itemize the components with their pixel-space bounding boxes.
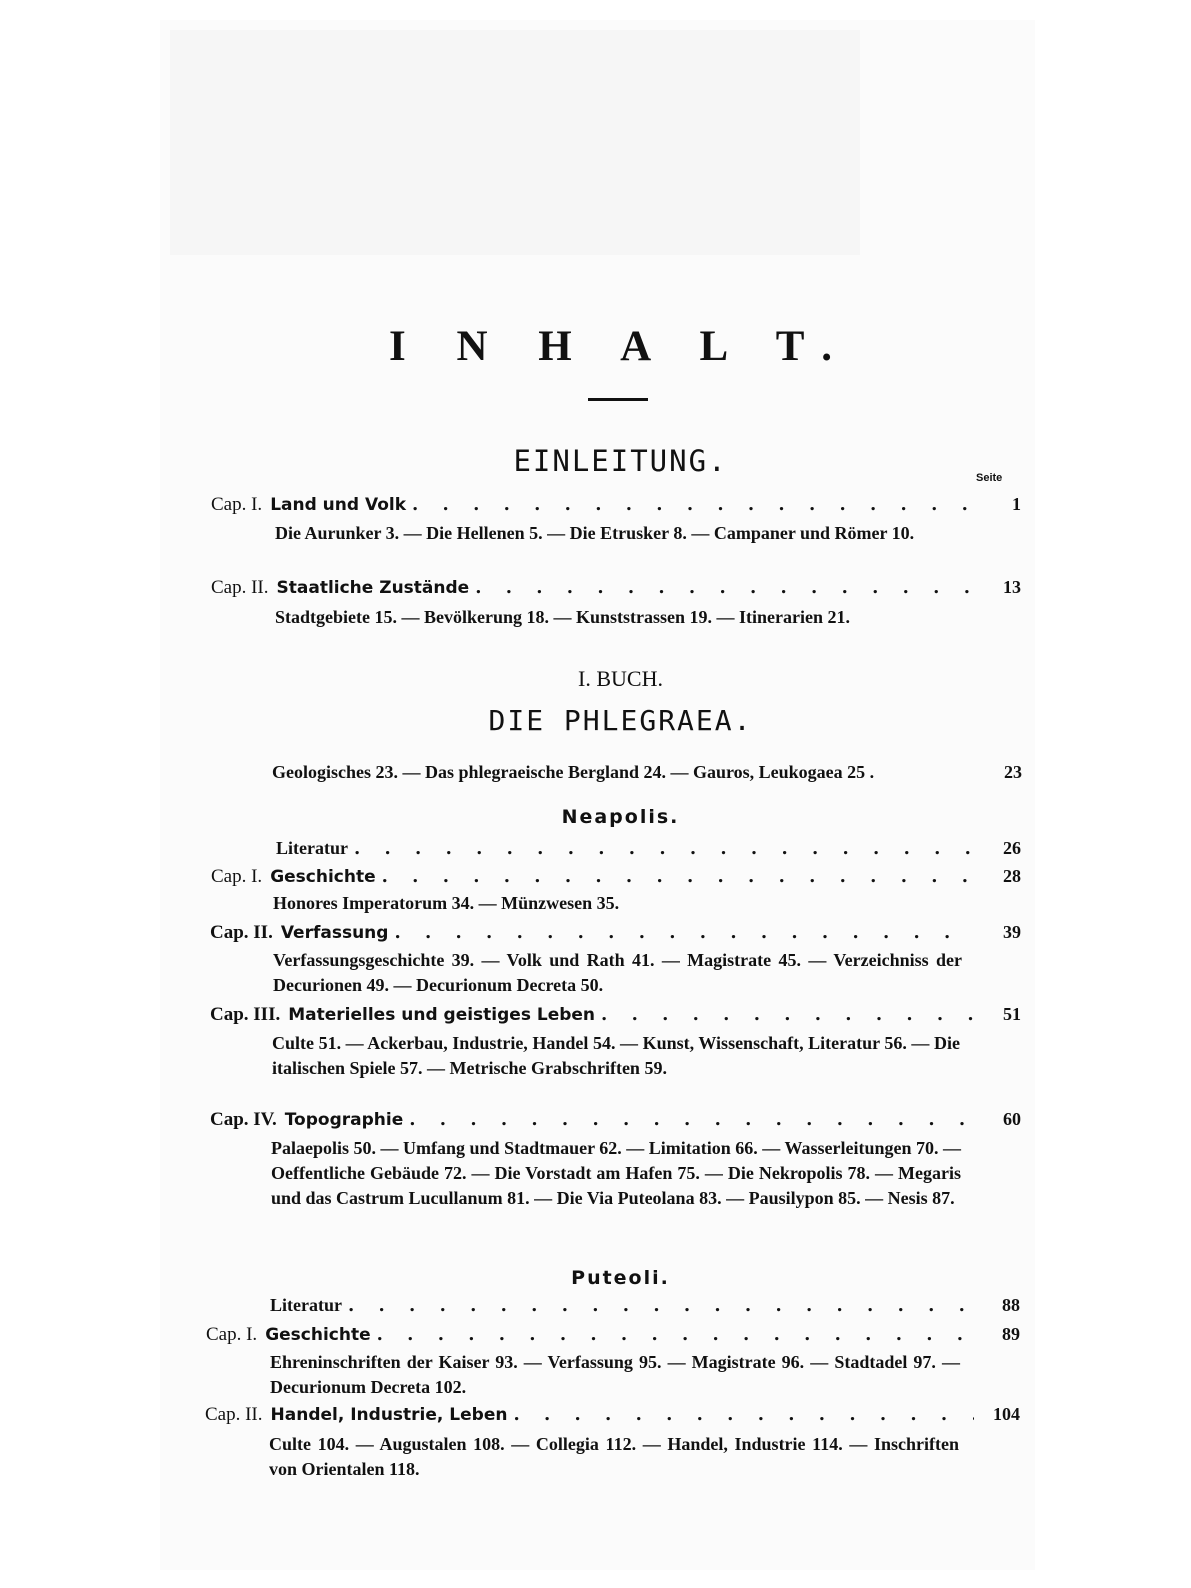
chapter-description: Verfassungsgeschichte 39. — Volk und Rath 41. — Magistrate 45. — Verzeichniss der Decurionen 49. — Decurionum Decreta 50.	[273, 950, 962, 995]
chapter-description: Stadtgebiete 15. — Bevölkerung 18. — Kunststrassen 19. — Itinerarien 21.	[275, 607, 850, 627]
chapter-number: Cap. IV.	[210, 1109, 277, 1130]
chapter-title: Materielles und geistiges Leben	[288, 1005, 596, 1025]
chapter-title: Verfassung	[280, 923, 389, 943]
page-number: 23	[1004, 762, 1022, 782]
intro-text: Geologisches 23. — Das phlegraeische Bergland 24. — Gauros, Leukogaea 25 .	[272, 762, 875, 782]
literature-label: Literatur	[276, 838, 348, 858]
toc-entry	[210, 1004, 1021, 1026]
chapter-title: Land und Volk	[270, 495, 407, 515]
page-number: 104	[993, 1404, 1020, 1424]
title-rule	[588, 398, 648, 401]
intro-entry	[272, 762, 1022, 783]
leader-dots	[412, 494, 975, 515]
leader-dots	[382, 866, 975, 887]
toc-entry	[210, 1109, 1021, 1131]
section-puteoli-heading: Puteoli.	[571, 1267, 670, 1289]
chapter-number: Cap. II.	[205, 1404, 263, 1425]
section-neapolis-heading: Neapolis.	[561, 806, 680, 828]
chapter-description: Culte 104. — Augustalen 108. — Collegia 112. — Handel, Industrie 114. — Inschriften von Orientalen 118.	[269, 1434, 959, 1479]
einleitung-heading: EINLEITUNG.	[513, 444, 728, 478]
chapter-number: Cap. II.	[211, 577, 269, 598]
leader-dots	[354, 838, 975, 859]
toc-entry	[276, 838, 1021, 859]
chapter-description: Ehreninschriften der Kaiser 93. — Verfassung 95. — Magistrate 96. — Stadtadel 97. — Decurionum Decreta 102.	[270, 1352, 960, 1397]
literature-label: Literatur	[270, 1295, 342, 1315]
toc-entry	[211, 494, 1021, 516]
leader-dots	[513, 1404, 974, 1425]
chapter-number: Cap. III.	[210, 1004, 281, 1025]
contents-title: I N H A L T.	[388, 323, 853, 370]
chapter-title: Handel, Industrie, Leben	[270, 1405, 508, 1425]
page-number: 89	[1002, 1324, 1020, 1344]
toc-entry	[205, 1404, 1020, 1426]
page-shadow	[170, 30, 860, 255]
page-number: 51	[1003, 1004, 1021, 1024]
leader-dots	[394, 922, 975, 943]
toc-entry	[206, 1324, 1020, 1346]
page-number: 28	[1003, 866, 1021, 886]
chapter-title: Topographie	[284, 1110, 404, 1130]
chapter-title: Geschichte	[270, 867, 376, 887]
toc-entry	[210, 922, 1021, 944]
chapter-number: Cap. II.	[210, 922, 273, 943]
chapter-description: Palaepolis 50. — Umfang und Stadtmauer 62. — Limitation 66. — Wasserleitungen 70. — Oeffentliche Gebäude 72. — Die Vorstadt am Hafen 75. — Die Nekropolis 78. — Megaris und das Castrum Lucullanum 81. — Die Via Puteolana 83. — Pausilypon 85. — Nesis 87.	[271, 1138, 961, 1208]
chapter-title: Geschichte	[265, 1325, 371, 1345]
chapter-description: Honores Imperatorum 34. — Münzwesen 35.	[273, 893, 620, 913]
leader-dots	[601, 1004, 975, 1025]
leader-dots	[348, 1295, 974, 1316]
toc-entry	[211, 577, 1021, 599]
chapter-title: Staatliche Zustände	[276, 578, 470, 598]
page-number: 1	[1012, 494, 1021, 514]
page-number: 13	[1003, 577, 1021, 597]
chapter-description: Die Aurunker 3. — Die Hellenen 5. — Die Etrusker 8. — Campaner und Römer 10.	[275, 523, 915, 543]
toc-entry	[270, 1295, 1020, 1316]
book-title: DIE PHLEGRAEA.	[488, 704, 753, 737]
leader-dots	[475, 577, 975, 598]
leader-dots	[377, 1324, 974, 1345]
book-label: I. BUCH.	[578, 666, 663, 691]
chapter-number: Cap. I.	[211, 494, 263, 515]
page-number: 60	[1003, 1109, 1021, 1129]
seite-label: Seite	[976, 472, 1003, 484]
chapter-description: Culte 51. — Ackerbau, Industrie, Handel 54. — Kunst, Wissenschaft, Literatur 56. — Die italischen Spiele 57. — Metrische Grabschriften 59.	[272, 1033, 960, 1078]
page-number: 88	[1002, 1295, 1020, 1315]
page-number: 26	[1003, 838, 1021, 858]
chapter-number: Cap. I.	[206, 1324, 258, 1345]
toc-entry	[211, 866, 1021, 888]
leader-dots	[409, 1109, 975, 1130]
page-number: 39	[1003, 922, 1021, 942]
chapter-number: Cap. I.	[211, 866, 263, 887]
